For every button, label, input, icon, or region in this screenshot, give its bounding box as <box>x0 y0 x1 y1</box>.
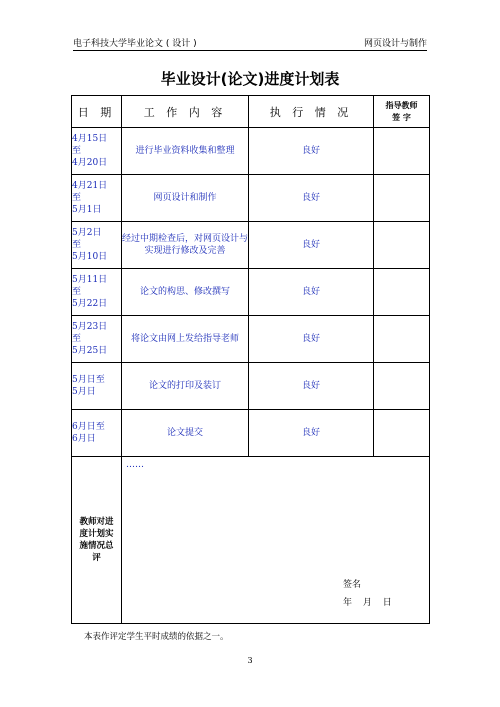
column-header-status: 执 行 情 况 <box>249 96 374 128</box>
date-cell: 5月日至 5月日 <box>72 363 122 410</box>
signature-cell <box>374 222 430 269</box>
status-cell: 良好 <box>249 316 374 363</box>
column-header-signature: 指导教师 签 字 <box>374 96 430 128</box>
page-title: 毕业设计(论文)进度计划表 <box>160 70 340 88</box>
header-right-text: 网页设计与制作 <box>363 39 427 49</box>
comment-body <box>122 457 430 624</box>
date-cell: 5月11日 至 5月22日 <box>72 269 122 316</box>
column-header-task: 工 作 内 容 <box>122 96 249 128</box>
signature-cell <box>374 175 430 222</box>
status-cell: 良好 <box>249 222 374 269</box>
date-cell: 4月21日 至 5月1日 <box>72 175 122 222</box>
comment-text: …… <box>126 460 144 470</box>
task-cell: 网页设计和制作 <box>122 175 249 222</box>
progress-plan-table <box>71 95 430 624</box>
page-number: 3 <box>247 656 253 665</box>
footnote: 本表作评定学生平时成绩的依据之一。 <box>84 632 229 642</box>
task-cell: 论文的打印及装订 <box>122 363 249 410</box>
header-left-text: 电子科技大学毕业论文 ( 设计 ) <box>73 39 197 49</box>
date-cell: 5月2日 至 5月10日 <box>72 222 122 269</box>
column-header-date: 日 期 <box>72 96 122 128</box>
task-cell: 论文的构思、修改撰写 <box>122 269 249 316</box>
status-cell: 良好 <box>249 363 374 410</box>
signature-label: 签名 <box>343 580 362 590</box>
table-row <box>72 175 430 222</box>
signature-cell <box>374 316 430 363</box>
task-cell: 进行毕业资料收集和整理 <box>122 128 249 175</box>
date-cell: 4月15日 至 4月20日 <box>72 128 122 175</box>
comment-row <box>72 457 430 624</box>
date-label: 年 月 日 <box>343 598 392 608</box>
signature-cell <box>374 128 430 175</box>
table-row <box>72 222 430 269</box>
table-row <box>72 410 430 457</box>
header-divider <box>73 50 427 51</box>
table-row <box>72 316 430 363</box>
status-cell: 良好 <box>249 175 374 222</box>
task-cell: 将论文由网上发给指导老师 <box>122 316 249 363</box>
task-cell: 经过中期检查后，对网页设计与实现进行修改及完善 <box>122 222 249 269</box>
table-header-row <box>72 96 430 128</box>
status-cell: 良好 <box>249 410 374 457</box>
task-cell: 论文提交 <box>122 410 249 457</box>
table-row <box>72 363 430 410</box>
signature-cell <box>374 410 430 457</box>
date-cell: 5月23日 至 5月25日 <box>72 316 122 363</box>
signature-cell <box>374 363 430 410</box>
status-cell: 良好 <box>249 269 374 316</box>
date-cell: 6月日至 6月日 <box>72 410 122 457</box>
page-header <box>73 34 427 48</box>
status-cell: 良好 <box>249 128 374 175</box>
comment-label: 教师对进度计划实施情况总评 <box>72 457 122 624</box>
table-row <box>72 128 430 175</box>
signature-cell <box>374 269 430 316</box>
table-row <box>72 269 430 316</box>
